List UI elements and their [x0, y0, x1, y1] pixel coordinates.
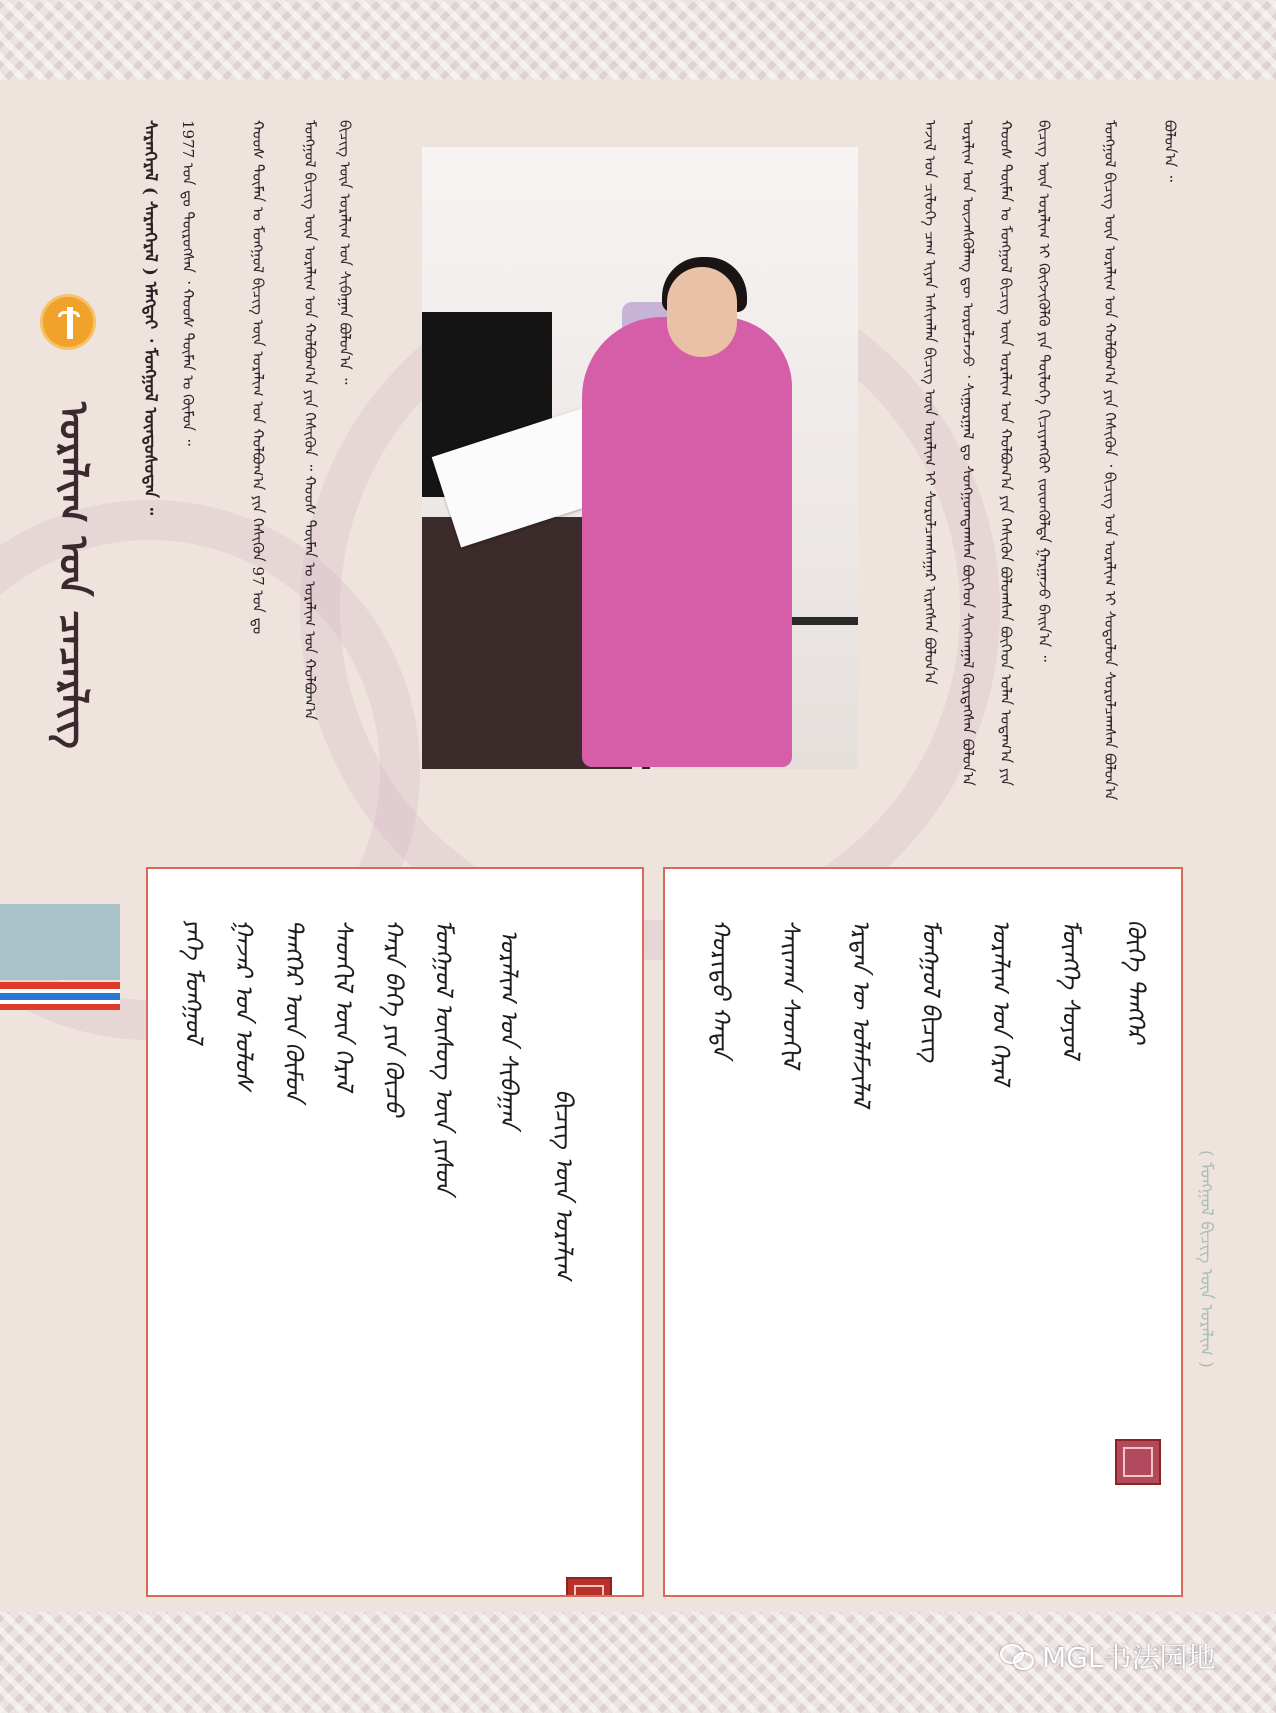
article-column: ᠠᠵᠢᠯ ᠤᠨ ᠴᠢᠯᠦᠭᠡ ᠴᠠᠭ ᠢᠶᠠᠨ ᠠᠰᠢᠭᠯᠠᠨ ᠪᠢᠴᠢᠭ ᠦᠨ ᠤᠷᠠᠯᠢᠭ ᠢ ᠰᠤᠷᠤᠯᠴᠠᠭᠰᠠᠭᠠᠷ ᠢᠷᠡᠭᠰᠡᠨ ᠪᠣᠯᠤᠨ᠎ᠠ [921, 120, 939, 685]
article-column: ᠪᠢᠴᠢᠭ ᠦᠨ ᠤᠷᠠᠯᠢᠭ ᠢ ᠬᠥᠭᠵᠢᠭᠦᠯᠬᠦ ᠶᠢᠨ ᠲᠥᠯᠦᠭᠡ ᠬᠢᠴᠢᠶᠡᠩᠭᠦᠢ ᠵᠦᠳᠬᠥᠯᠲᠡ ᠭᠠᠷᠭᠠᠵᠤ ᠪᠠᠢᠨ᠎ᠠ ᠃ [1035, 120, 1053, 662]
accent-stripe-blue [0, 993, 120, 1000]
article-column: 1977 ᠣᠨ ᠳᠤ ᠲᠥᠷᠥᠭᠰᠡᠨ ᠂ ᠬᠣᠣᠰ ᠲᠦᠮᠡᠨ ᠤ ᠬᠦᠮᠦᠨ ᠃ [179, 120, 197, 446]
calligraphy-column: ᠮᠣᠩᠭᠣᠯ ᠪᠢᠴᠢᠭ [917, 919, 945, 1062]
red-seal-stamp [1115, 1439, 1161, 1485]
calligraphy-column: ᠲᠡᠩᠭᠡᠷ ᠦᠨ ᠬᠦᠮᠦᠨ [280, 919, 308, 1101]
calligraphy-column: ᠰᠠᠢᠬᠠᠨ ᠰᠡᠳᠬᠢᠯ [777, 919, 805, 1068]
article-column: ᠰᠠᠷᠠᠨᠭᠡᠷᠡᠯ ( ᠰᠠᠷᠠᠨᠭᠡᠷᠡᠯ ) ᠡᠮᠡᠭᠲᠡᠢ ᠂ ᠮᠣᠩᠭᠣᠯ ᠦᠨᠳᠦᠰᠦᠲᠡᠨ ᠃ [140, 120, 160, 515]
watermark-text: MGL书法园地 [1042, 1641, 1216, 1674]
calligraphy-column: ᠬᠣᠷᠢᠳᠤ ᠬᠠᠳᠠ [707, 919, 735, 1058]
accent-stripe-red-2 [0, 1004, 120, 1010]
calligraphy-column: ᠮᠣᠩᠭᠣᠯ ᠦᠰᠦᠭ ᠦᠨ ᠶᠢᠰᠦᠨ [430, 919, 458, 1194]
calligraphy-column: ᠪᠢᠴᠢᠭ ᠦᠨ ᠤᠷᠠᠯᠢᠭ [550, 1089, 578, 1280]
page-title: ᠤᠷᠠᠯᠢᠭ ᠤᠨ ᠴᠡᠴᠡᠷᠯᠢᠭ [50, 401, 97, 749]
article-column: ᠮᠣᠩᠭᠣᠯ ᠪᠢᠴᠢᠭ ᠦᠨ ᠤᠷᠠᠯᠢᠭ ᠤᠨ ᠬᠣᠯᠪᠣᠭ᠎ᠠ ᠶᠢᠨ ᠭᠡᠰᠢᠭᠦᠨ ᠃ ᠬᠣᠣᠰ ᠲᠦᠮᠡᠨ ᠤ ᠤᠷᠠᠯᠢᠭ ᠤᠨ ᠬᠣᠯᠪᠣᠭ᠎ᠠ [301, 120, 319, 721]
face-shape [667, 267, 737, 357]
photo-woman-at-desk [422, 147, 858, 769]
red-seal-stamp [566, 1577, 612, 1597]
wechat-icon [1000, 1642, 1034, 1670]
calligraphy-panel-left [146, 867, 644, 1597]
calligraphy-column: ᠤᠷᠠᠯᠢᠭ ᠤᠨ ᠰᠢᠪᠠᠭᠠᠨ [495, 929, 523, 1128]
calligraphy-column: ᠰᠡᠳᠬᠢᠯ ᠦᠨ ᠭᠡᠷᠡᠯ [330, 919, 358, 1091]
calligraphy-column: ᠶᠡᠬᠡ ᠮᠣᠩᠭᠣᠯ [180, 919, 208, 1043]
calligraphy-column: ᠤᠷᠠᠯᠢᠭ ᠤᠨ ᠭᠡᠷᠡᠯ [987, 919, 1015, 1085]
article-column: ᠪᠢᠴᠢᠭ ᠦᠨ ᠤᠷᠠᠯᠢᠭ ᠤᠨ ᠰᠢᠪᠠᠭᠠᠨ ᠪᠣᠯᠤᠨ᠎ᠠ ᠃ [336, 120, 354, 385]
article-column: ᠤᠷᠠᠯᠢᠭ ᠤᠨ ᠦᠵᠡᠰᠭᠦᠯᠡᠩ ᠳᠦ ᠣᠷᠣᠯᠴᠠᠵᠤ ᠂ ᠰᠢᠭᠤᠷᠭᠠᠯ ᠳᠤ ᠰᠣᠩᠭᠣᠭᠳᠠᠭᠰᠠᠨ ᠪᠥᠭᠡᠳ ᠰᠢᠩᠬᠠᠭᠠᠯ ᠬᠦᠷᠲᠡᠭᠰᠡᠨ ᠪᠣᠯᠤᠨ᠎ᠠ [959, 120, 977, 786]
calligraphy-column: ᠭᠠᠵᠠᠷ ᠤᠨ ᠤᠯᠤᠰ [230, 919, 258, 1090]
accent-color-block [0, 904, 120, 980]
calligraphy-column: ᠮᠥᠩᠬᠡ ᠰᠣᠶᠣᠯ [1057, 919, 1085, 1059]
calligraphy-column: ᠡᠷᠲᠡᠨ ᠦ ᠤᠯᠠᠮᠵᠢᠯᠠᠯ [847, 919, 875, 1107]
person-figure [582, 317, 792, 767]
calligraphy-column: ᠬᠥᠬᠡ ᠲᠡᠩᠭᠡᠷ [1122, 919, 1150, 1043]
accent-stripe-red [0, 982, 120, 989]
article-column: ᠬᠣᠣᠰ ᠲᠦᠮᠡᠨ ᠤ ᠮᠣᠩᠭᠣᠯ ᠪᠢᠴᠢᠭ ᠦᠨ ᠤᠷᠠᠯᠢᠭ ᠤᠨ ᠬᠣᠯᠪᠣᠭ᠎ᠠ ᠶᠢᠨ ᠭᠡᠰᠢᠭᠦᠨ ᠪᠣᠯᠤᠭᠰᠠᠨ ᠪᠥᠭᠡᠳ ᠣᠯᠠᠨ ᠤᠳᠠᠭ᠎ᠠ ᠶᠢᠨ [997, 120, 1015, 787]
calligraphy-panel-right [663, 867, 1183, 1597]
watermark [1000, 1638, 1215, 1674]
article-column: ᠮᠣᠩᠭᠣᠯ ᠪᠢᠴᠢᠭ ᠦᠨ ᠤᠷᠠᠯᠢᠭ ᠤᠨ ᠬᠣᠯᠪᠣᠭ᠎ᠠ ᠶᠢᠨ ᠭᠡᠰᠢᠭᠦᠨ ᠂ ᠪᠢᠴᠢᠭ ᠤᠨ ᠤᠷᠠᠯᠢᠭ ᠢ ᠰᠤᠳᠤᠯᠤᠨ ᠰᠤᠷᠤᠯᠴᠠᠭᠰᠠᠨ ᠪᠣᠯᠤᠨ᠎ᠠ [1101, 120, 1119, 801]
article-column: ᠪᠣᠯᠤᠨ᠎ᠠ ᠃ [1161, 120, 1179, 182]
calligraphy-column: ᠬᠠᠷᠠ ᠪᠡᠬᠡ ᠶᠢᠨ ᠬᠦᠴᠦ [380, 919, 408, 1116]
side-caption: ( ᠮᠣᠩᠭᠣᠯ ᠪᠢᠴᠢᠭ ᠦᠨ ᠤᠷᠠᠯᠢᠭ ) [1196, 1150, 1216, 1368]
top-border-pattern [0, 0, 1276, 80]
soyombo-icon [40, 294, 96, 350]
article-column: ᠬᠣᠣᠰ ᠲᠦᠮᠡᠨ ᠤ ᠮᠣᠩᠭᠣᠯ ᠪᠢᠴᠢᠭ ᠦᠨ ᠤᠷᠠᠯᠢᠭ ᠤᠨ ᠬᠣᠯᠪᠣᠭ᠎ᠠ ᠶᠢᠨ ᠭᠡᠰᠢᠭᠦᠨ 97 ᠣᠨ ᠳᠤ [249, 120, 267, 635]
